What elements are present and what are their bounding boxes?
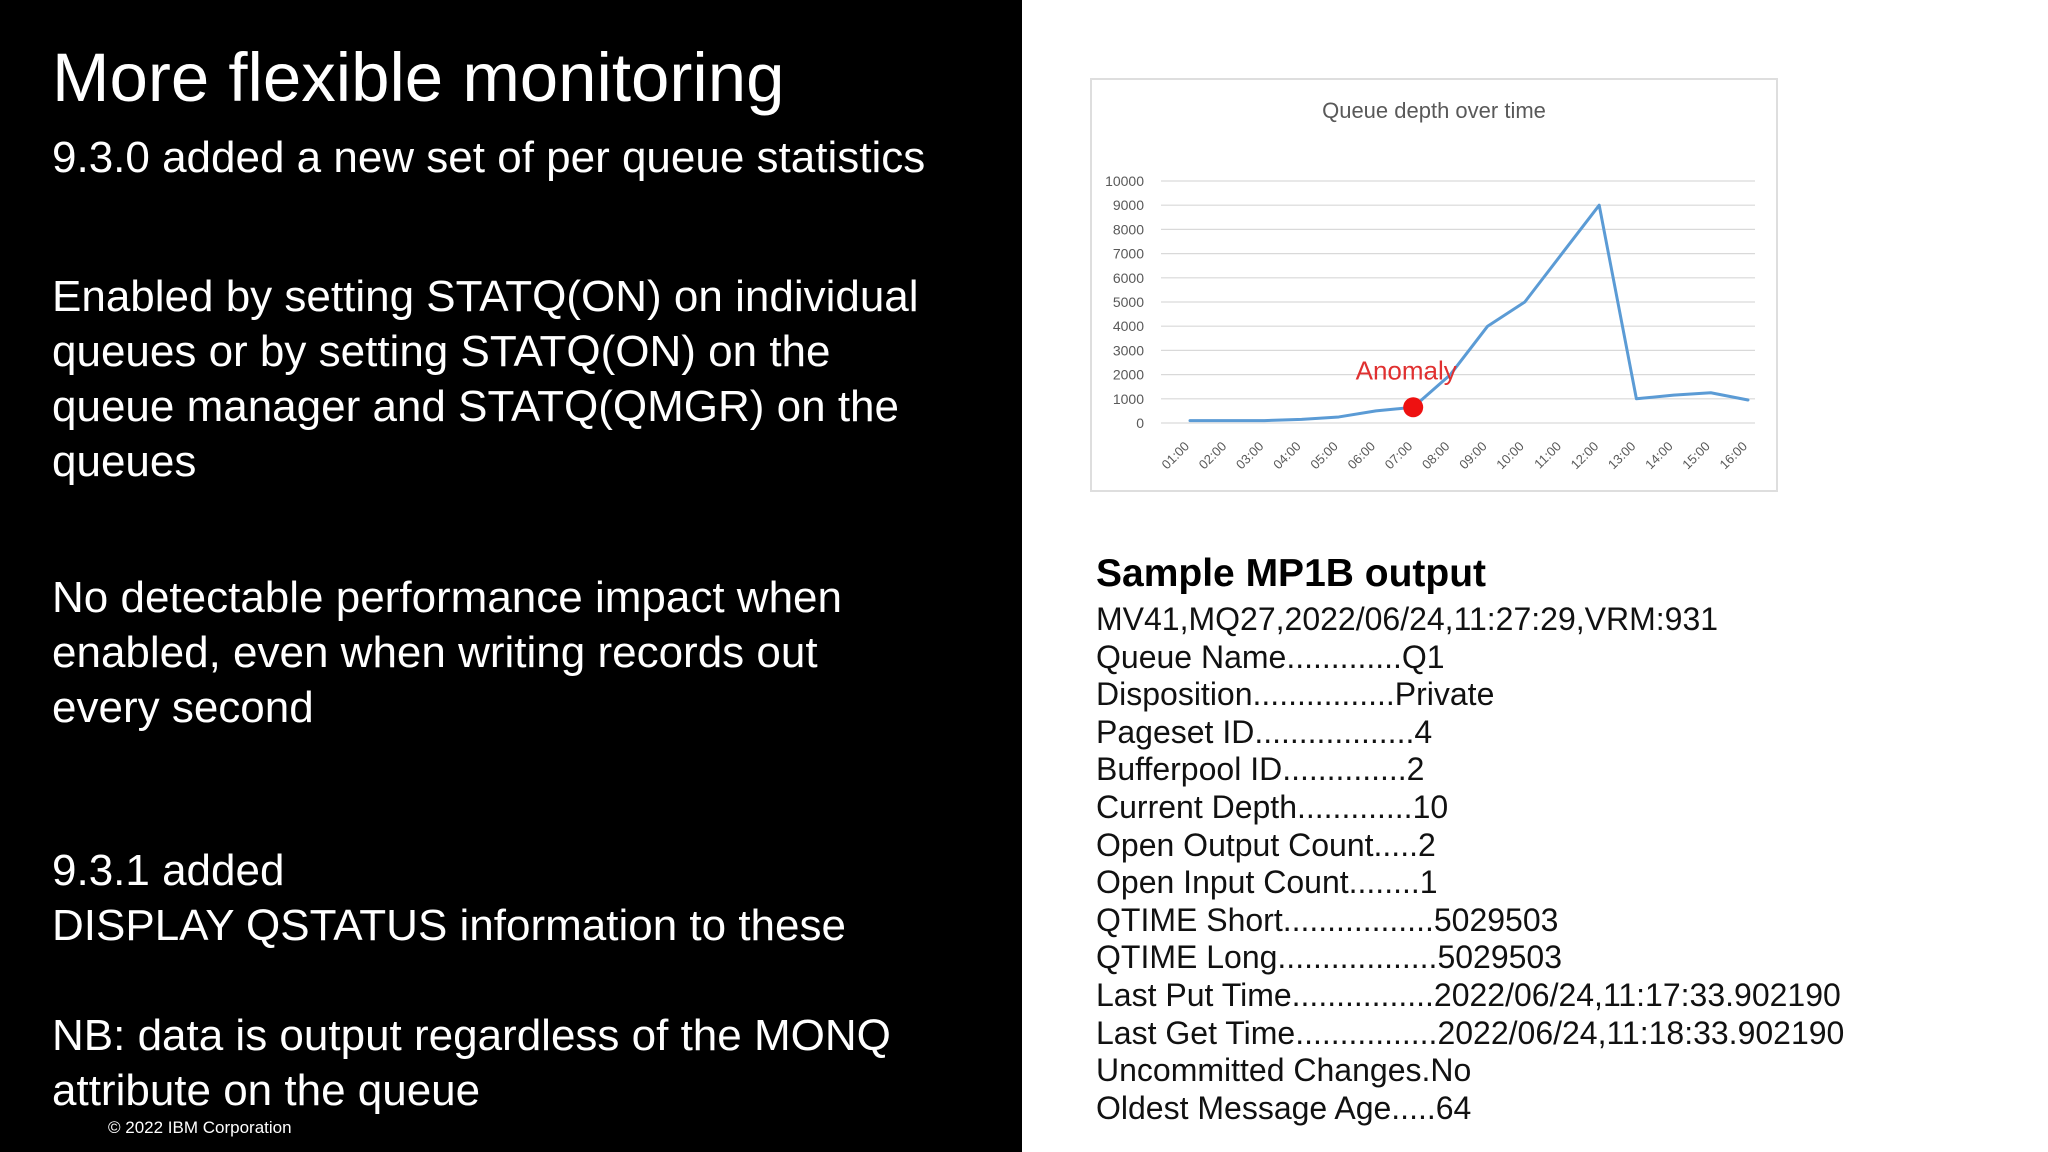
chart-gridlines — [1161, 181, 1755, 423]
chart-x-tick-label: 13:00 — [1604, 438, 1639, 473]
paragraph-monq-note — [52, 1008, 992, 1118]
paragraph-performance — [52, 570, 992, 735]
chart-x-tick-label: 08:00 — [1418, 438, 1453, 473]
chart-y-tick-label: 2000 — [1112, 366, 1144, 383]
chart-y-tick-label: 4000 — [1112, 318, 1144, 335]
chart-y-tick-label: 9000 — [1112, 197, 1144, 214]
paragraph-line: DISPLAY QSTATUS information to these — [52, 901, 846, 950]
sample-output-line: Bufferpool ID..............2 — [1096, 751, 1425, 788]
chart-x-tick-label: 12:00 — [1567, 438, 1602, 473]
chart-y-tick-label: 6000 — [1112, 269, 1144, 286]
sample-output-line: Open Input Count........1 — [1096, 864, 1438, 901]
left-panel — [0, 0, 1022, 1152]
chart-series — [1190, 205, 1748, 420]
chart-x-tick-label: 03:00 — [1232, 438, 1267, 473]
chart-x-tick-label: 16:00 — [1716, 438, 1751, 473]
paragraph-line: NB: data is output regardless of the MONQ — [52, 1011, 891, 1060]
chart-y-ticks — [1105, 173, 1144, 431]
chart-x-tick-label: 04:00 — [1270, 438, 1304, 473]
sample-output-line: Oldest Message Age.....64 — [1096, 1089, 1472, 1126]
chart-x-tick-label: 10:00 — [1493, 438, 1527, 473]
slide-subtitle: 9.3.0 added a new set of per queue statistics — [52, 133, 926, 182]
paragraph-line: attribute on the queue — [52, 1066, 481, 1115]
chart-x-tick-label: 14:00 — [1642, 438, 1676, 473]
chart-x-tick-label: 11:00 — [1531, 438, 1565, 472]
chart-y-tick-label: 0 — [1136, 415, 1144, 431]
chart-y-tick-label: 1000 — [1112, 390, 1144, 407]
chart-x-tick-label: 09:00 — [1456, 438, 1490, 473]
paragraph-statq — [52, 269, 992, 489]
sample-output-line: Last Put Time................2022/06/24,11:17:33.902190 — [1096, 976, 1841, 1013]
chart-y-tick-label: 5000 — [1112, 294, 1144, 310]
paragraph-line: queue manager and STATQ(QMGR) on the — [52, 382, 899, 431]
paragraph-line: enabled, even when writing records out — [52, 628, 818, 677]
sample-output-line: Open Output Count.....2 — [1096, 826, 1436, 863]
anomaly-marker — [1403, 397, 1423, 417]
chart-annotation — [1356, 355, 1457, 417]
sample-output-list — [1096, 601, 1844, 1127]
chart-y-tick-label: 7000 — [1112, 245, 1144, 262]
chart-y-tick-label: 3000 — [1112, 342, 1144, 359]
sample-output-line: QTIME Long..................5029503 — [1096, 939, 1563, 976]
chart-svg — [1092, 80, 1776, 490]
chart-x-tick-label: 01:00 — [1158, 438, 1193, 473]
paragraph-line: queues — [52, 437, 197, 486]
anomaly-label: Anomaly — [1355, 355, 1457, 386]
chart-x-tick-label: 07:00 — [1381, 438, 1416, 473]
chart-x-tick-label: 02:00 — [1195, 438, 1230, 473]
sample-output-line: Disposition................Private — [1096, 676, 1495, 713]
paragraph-line: No detectable performance impact when — [52, 573, 842, 622]
sample-output-line: Queue Name.............Q1 — [1096, 638, 1445, 675]
slide-title: More flexible monitoring — [52, 39, 785, 116]
copyright-notice: © 2022 IBM Corporation — [108, 1118, 292, 1137]
sample-output-line: Uncommitted Changes.No — [1096, 1052, 1472, 1089]
sample-output-line: Last Get Time................2022/06/24,11:18:33.902190 — [1096, 1014, 1845, 1051]
sample-output-title: Sample MP1B output — [1096, 552, 1487, 595]
chart-title: Queue depth over time — [1322, 98, 1546, 123]
paragraph-line: every second — [52, 683, 314, 732]
sample-output-line: Current Depth.............10 — [1096, 788, 1449, 825]
chart-y-tick-label: 10000 — [1105, 173, 1144, 189]
chart-x-tick-label: 15:00 — [1679, 438, 1713, 473]
chart-y-tick-label: 8000 — [1112, 221, 1144, 238]
paragraph-931 — [52, 843, 992, 953]
queue-depth-chart — [1090, 78, 1778, 492]
chart-x-ticks — [1159, 439, 1751, 473]
sample-output-line: MV41,MQ27,2022/06/24,11:27:29,VRM:931 — [1096, 601, 1719, 637]
sample-output-line: QTIME Short.................5029503 — [1096, 901, 1559, 938]
paragraph-line: Enabled by setting STATQ(ON) on individual — [52, 272, 919, 321]
chart-x-tick-label: 05:00 — [1307, 438, 1341, 473]
chart-x-tick-label: 06:00 — [1344, 438, 1379, 473]
paragraph-line: 9.3.1 added — [52, 846, 285, 895]
chart-series-line — [1190, 205, 1748, 420]
sample-output-line: Pageset ID..................4 — [1096, 713, 1433, 750]
paragraph-line: queues or by setting STATQ(ON) on the — [52, 327, 831, 376]
